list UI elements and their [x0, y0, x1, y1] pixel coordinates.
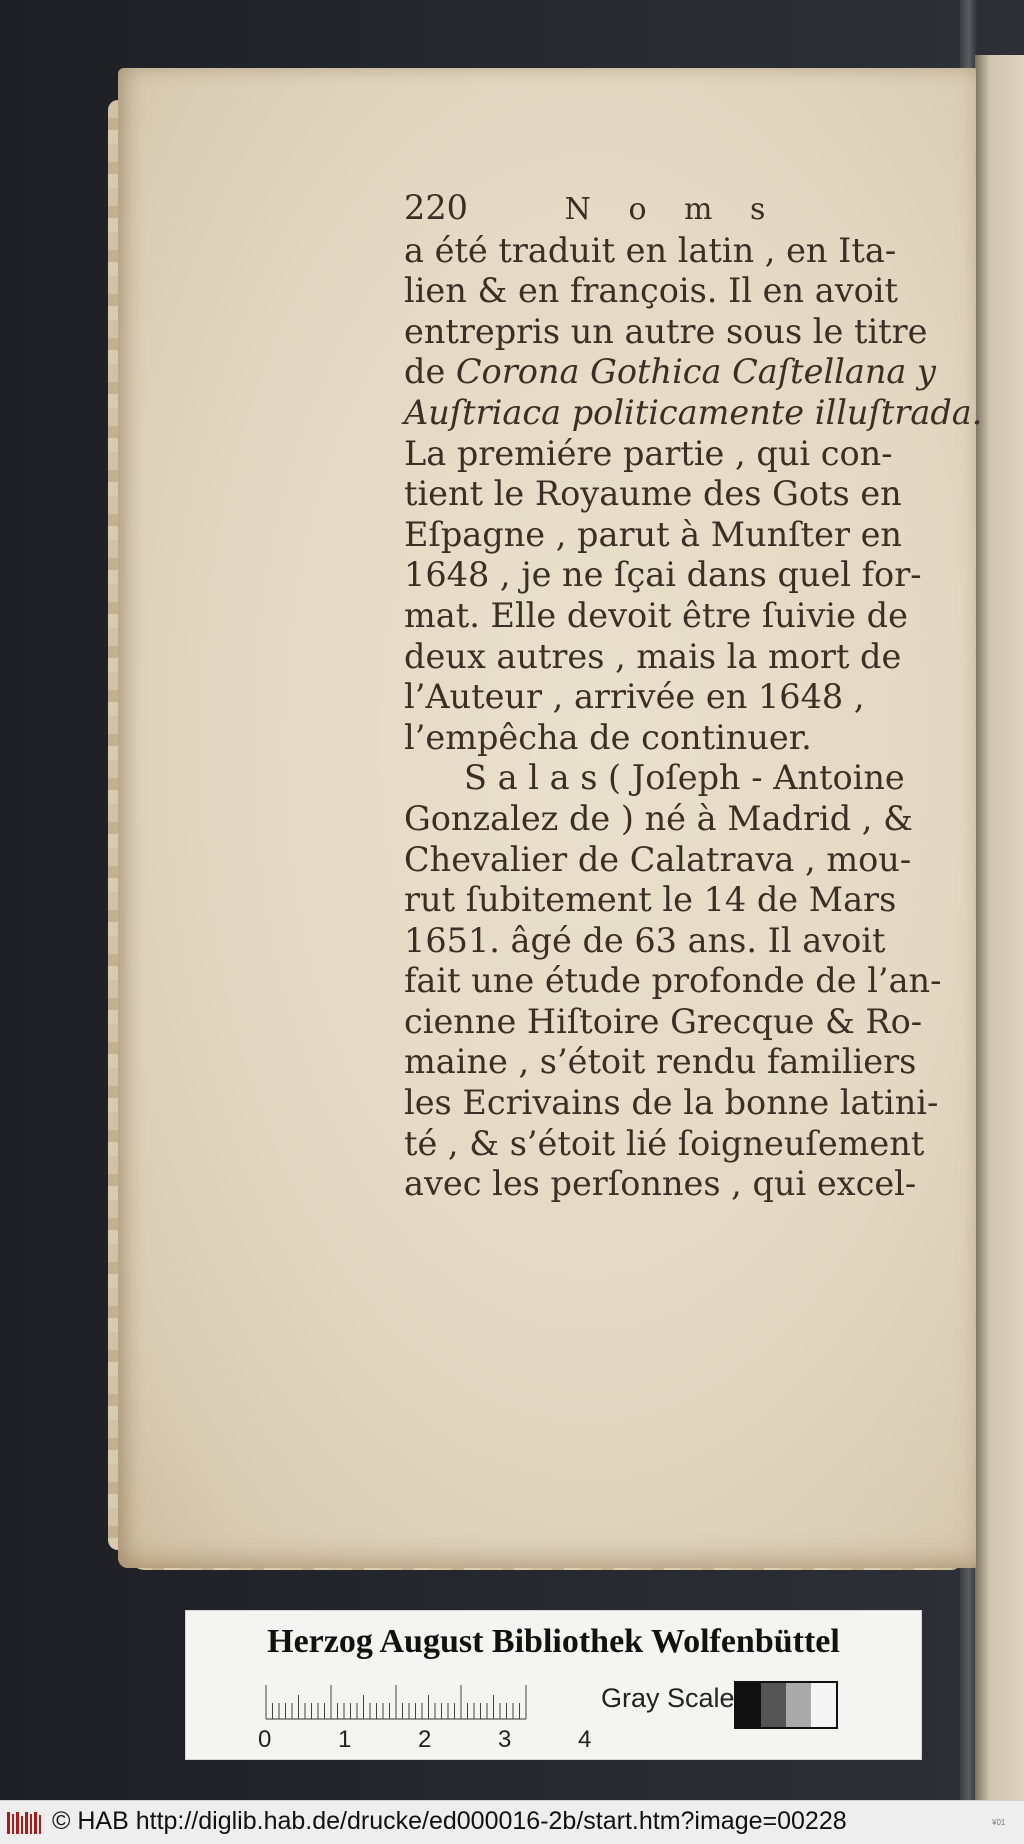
- page-text: [404, 188, 983, 1205]
- text-run: l’empêcha de continuer.: [404, 717, 812, 757]
- text-line: [404, 555, 922, 596]
- text-run: deux autres , mais la mort de: [404, 636, 902, 676]
- text-line: [404, 798, 913, 840]
- ruler-number: 1: [338, 1726, 352, 1753]
- text-line: [404, 434, 904, 475]
- text-line: [404, 718, 904, 759]
- text-line: [404, 595, 908, 637]
- text-run: lien & en françois. Il en avoit: [404, 271, 898, 311]
- footer-mark: ¥01: [992, 1818, 1006, 1827]
- text-line: [404, 1164, 917, 1205]
- text-run: La premiére partie , qui con-: [404, 433, 893, 473]
- text-run: tient le Royaume des Gots en: [404, 474, 902, 514]
- text-run: 1648 , je ne ſçai dans quel for-: [404, 555, 922, 595]
- text-line: [404, 961, 942, 1002]
- gray-scale-label: Gray Scale: [601, 1683, 735, 1713]
- text-line: [404, 352, 936, 393]
- text-line: [404, 758, 904, 799]
- italic-title: Auſtriaca politicamente illuſtrada.: [404, 392, 983, 432]
- ruler-number: 0: [258, 1726, 272, 1753]
- text-run: a été traduit en latin , en Ita-: [404, 230, 897, 270]
- footer-bar: [0, 1800, 1024, 1844]
- text-line: [404, 1083, 939, 1124]
- footer-url[interactable]: © HAB http://diglib.hab.de/drucke/ed000016-2b/start.htm?image=00228: [52, 1807, 847, 1835]
- hab-logo-icon: [6, 1810, 44, 1836]
- text-run: Eſpagne , parut à Munſter en: [404, 514, 903, 554]
- text-run: fait une étude profonde de l’an-: [404, 961, 942, 1001]
- italic-title: Corona Gothica Caſtellana y: [455, 352, 936, 392]
- text-run: les Ecrivains de la bonne latini-: [404, 1083, 939, 1123]
- text-run: l’Auteur , arrivée en 1648 ,: [404, 677, 865, 717]
- text-line: [404, 231, 904, 272]
- text-run: entrepris un autre sous le titre: [404, 311, 928, 351]
- gray-patch: [811, 1683, 836, 1727]
- text-run: 1651. âgé de 63 ans. Il avoit: [404, 920, 886, 960]
- running-head: N o m s: [564, 192, 780, 227]
- text-run: Chevalier de Calatrava , mou-: [404, 839, 912, 879]
- text-run: rut ſubitement le 14 de Mars: [404, 880, 897, 920]
- ruler-number: 4: [578, 1726, 592, 1753]
- ruler-number: 2: [418, 1726, 432, 1753]
- text-run: mat. Elle devoit être ſuivie de: [404, 595, 908, 635]
- text-line: [404, 515, 904, 556]
- text-line: [404, 677, 904, 718]
- gray-scale-patches: [734, 1681, 838, 1729]
- text-run: Gonzalez de ) né à Madrid , &: [404, 798, 913, 838]
- text-line: [404, 1042, 917, 1083]
- text-line: [404, 474, 904, 515]
- text-run: maine , s’étoit rendu familiers: [404, 1042, 917, 1082]
- ruler-number: 3: [498, 1726, 512, 1753]
- gray-patch: [786, 1683, 811, 1727]
- text-line: [404, 880, 904, 921]
- gray-patch: [736, 1683, 761, 1727]
- text-run: cienne Hiſtoire Grecque & Ro-: [404, 1001, 923, 1041]
- text-lines: [404, 230, 983, 1205]
- page-number: 220: [404, 188, 468, 227]
- facing-page-edge: [975, 55, 1024, 1800]
- gray-patch: [761, 1683, 786, 1727]
- text-line: [404, 311, 928, 353]
- text-line: [404, 392, 983, 434]
- color-target: [185, 1610, 922, 1760]
- text-run: de: [404, 352, 456, 392]
- text-line: [404, 271, 904, 312]
- target-title: Herzog August Bibliothek Wolfenbüttel: [267, 1623, 840, 1660]
- text-run: té , & s’étoit lié ſoigneuſement: [404, 1123, 925, 1163]
- text-run: avec les perſonnes , qui excel-: [404, 1164, 917, 1204]
- text-line: [404, 1001, 923, 1043]
- page-header: [404, 188, 904, 231]
- text-run: S a l a s ( Joſeph - Antoine: [464, 758, 905, 798]
- text-line: [404, 1123, 925, 1165]
- text-line: [404, 839, 912, 881]
- text-line: [404, 921, 904, 962]
- text-line: [404, 637, 904, 678]
